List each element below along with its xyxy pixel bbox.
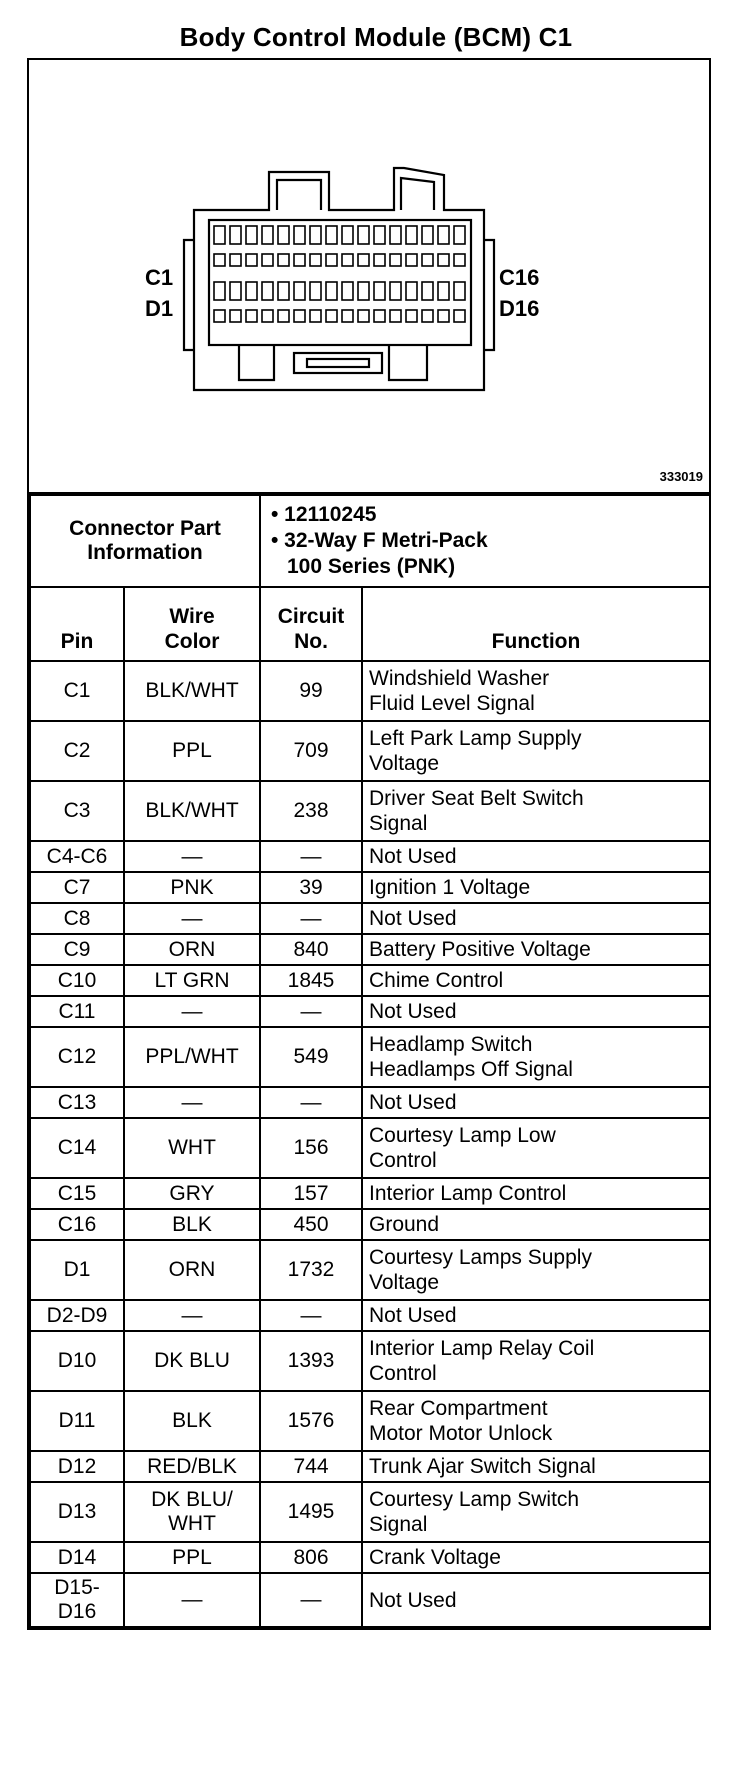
wire-color-cell: — — [124, 1573, 260, 1627]
wire-color-cell: PPL/WHT — [124, 1027, 260, 1087]
pin-cavity — [358, 226, 369, 244]
pin-cavity — [342, 254, 353, 266]
table-row — [30, 1118, 710, 1178]
function-cell: Courtesy Lamp Switch Signal — [362, 1482, 710, 1542]
pin-cavity — [406, 254, 417, 266]
function-cell: Headlamp Switch Headlamps Off Signal — [362, 1027, 710, 1087]
table-row — [30, 1542, 710, 1573]
pin-cell: C11 — [30, 996, 124, 1027]
pin-cell: C4-C6 — [30, 841, 124, 872]
table-row — [30, 1300, 710, 1331]
pin-cavity — [246, 254, 257, 266]
table-row — [30, 1451, 710, 1482]
pin-cavity — [294, 310, 305, 322]
table-row — [30, 1209, 710, 1240]
wire-color-cell: — — [124, 841, 260, 872]
pin-cavity — [310, 226, 321, 244]
pin-cavity — [374, 254, 385, 266]
pin-cavity — [246, 282, 257, 300]
circuit-cell: 1393 — [260, 1331, 362, 1391]
circuit-cell: 39 — [260, 872, 362, 903]
circuit-cell: 840 — [260, 934, 362, 965]
pin-cavity — [278, 226, 289, 244]
function-cell: Ground — [362, 1209, 710, 1240]
pin-grid — [214, 226, 465, 322]
circuit-cell: — — [260, 841, 362, 872]
wire-color-cell: PNK — [124, 872, 260, 903]
pin-cavity — [230, 282, 241, 300]
wire-color-cell: — — [124, 1300, 260, 1331]
circuit-cell: — — [260, 996, 362, 1027]
pin-cavity — [422, 226, 433, 244]
pin-cavity — [214, 282, 225, 300]
function-cell: Not Used — [362, 903, 710, 934]
wire-color-cell: BLK — [124, 1209, 260, 1240]
pin-cavity — [406, 282, 417, 300]
pin-cell: C3 — [30, 781, 124, 841]
pin-cavity — [406, 226, 417, 244]
pin-cavity — [422, 282, 433, 300]
pin-cavity — [438, 282, 449, 300]
pin-cell: C13 — [30, 1087, 124, 1118]
page-title: Body Control Module (BCM) C1 — [179, 22, 573, 52]
figure-number: 333019 — [659, 469, 703, 484]
wire-color-cell: — — [124, 996, 260, 1027]
pin-cell: D12 — [30, 1451, 124, 1482]
pin-cavity — [342, 282, 353, 300]
circuit-cell: 450 — [260, 1209, 362, 1240]
function-cell: Not Used — [362, 996, 710, 1027]
wire-color-cell: PPL — [124, 1542, 260, 1573]
function-cell: Courtesy Lamps Supply Voltage — [362, 1240, 710, 1300]
pin-cavity — [310, 310, 321, 322]
pin-cavity — [454, 310, 465, 322]
table-row — [30, 1331, 710, 1391]
label-c1: C1 — [145, 265, 174, 290]
pin-cavity — [342, 226, 353, 244]
header-function: Function — [362, 587, 710, 661]
function-cell: Driver Seat Belt Switch Signal — [362, 781, 710, 841]
table-row — [30, 1178, 710, 1209]
pin-cell: C8 — [30, 903, 124, 934]
pin-cavity — [214, 310, 225, 322]
circuit-cell: — — [260, 1573, 362, 1627]
function-cell: Ignition 1 Voltage — [362, 872, 710, 903]
pin-cell: C2 — [30, 721, 124, 781]
pin-cell: D1 — [30, 1240, 124, 1300]
pin-cavity — [294, 282, 305, 300]
header-wire-color: Wire Color — [124, 587, 260, 661]
function-cell: Not Used — [362, 841, 710, 872]
function-cell: Interior Lamp Relay Coil Control — [362, 1331, 710, 1391]
table-header — [30, 587, 710, 661]
table-row — [30, 1391, 710, 1451]
pin-cavity — [374, 310, 385, 322]
wire-color-cell: BLK — [124, 1391, 260, 1451]
wire-color-cell: GRY — [124, 1178, 260, 1209]
wire-color-cell: BLK/WHT — [124, 661, 260, 721]
connector-diagram — [29, 60, 709, 494]
pin-cavity — [390, 282, 401, 300]
header-pin: Pin — [30, 587, 124, 661]
table-row — [30, 996, 710, 1027]
function-cell: Battery Positive Voltage — [362, 934, 710, 965]
connector-info-label: Connector Part Information — [30, 495, 260, 587]
circuit-cell: 156 — [260, 1118, 362, 1178]
pin-cavity — [246, 226, 257, 244]
pin-cavity — [214, 226, 225, 244]
circuit-cell: 709 — [260, 721, 362, 781]
pin-cavity — [374, 226, 385, 244]
wire-color-cell: RED/BLK — [124, 1451, 260, 1482]
connector-info-values: • 12110245 • 32-Way F Metri-Pack 100 Series (PNK) — [260, 495, 710, 587]
table-row — [30, 1482, 710, 1542]
pin-cavity — [262, 254, 273, 266]
pin-cavity — [342, 310, 353, 322]
pin-cavity — [278, 282, 289, 300]
pin-cavity — [454, 254, 465, 266]
pin-cavity — [230, 254, 241, 266]
table-row — [30, 721, 710, 781]
pin-cavity — [454, 282, 465, 300]
pin-cavity — [358, 282, 369, 300]
pin-cavity — [310, 254, 321, 266]
pin-cavity — [390, 254, 401, 266]
circuit-cell: 1495 — [260, 1482, 362, 1542]
circuit-cell: — — [260, 1300, 362, 1331]
wire-color-cell: DK BLU — [124, 1331, 260, 1391]
pin-cavity — [422, 310, 433, 322]
circuit-cell: 99 — [260, 661, 362, 721]
pin-cavity — [294, 226, 305, 244]
pin-cavity — [294, 254, 305, 266]
wire-color-cell: LT GRN — [124, 965, 260, 996]
pin-cell: D14 — [30, 1542, 124, 1573]
table-row — [30, 1573, 710, 1627]
wire-color-cell: PPL — [124, 721, 260, 781]
label-d16: D16 — [499, 296, 540, 321]
pin-cavity — [454, 226, 465, 244]
pin-cell: C14 — [30, 1118, 124, 1178]
circuit-cell: 238 — [260, 781, 362, 841]
pinout-rows — [30, 661, 710, 1627]
part-number: • 12110245 — [271, 503, 377, 526]
function-cell: Rear Compartment Motor Motor Unlock — [362, 1391, 710, 1451]
wire-color-cell: ORN — [124, 934, 260, 965]
pin-cavity — [262, 282, 273, 300]
function-cell: Chime Control — [362, 965, 710, 996]
circuit-cell: 1845 — [260, 965, 362, 996]
function-cell: Not Used — [362, 1087, 710, 1118]
wire-color-cell: BLK/WHT — [124, 781, 260, 841]
pin-cavity — [230, 226, 241, 244]
function-cell: Not Used — [362, 1300, 710, 1331]
function-cell: Not Used — [362, 1573, 710, 1627]
pin-cavity — [326, 310, 337, 322]
table-row — [30, 1087, 710, 1118]
pin-cavity — [262, 310, 273, 322]
pin-cavity — [374, 282, 385, 300]
pin-cell: C7 — [30, 872, 124, 903]
circuit-cell: 744 — [260, 1451, 362, 1482]
table-row — [30, 841, 710, 872]
pin-cell: C10 — [30, 965, 124, 996]
pin-cavity — [406, 310, 417, 322]
table-row — [30, 1027, 710, 1087]
table-row — [30, 903, 710, 934]
pin-cavity — [214, 254, 225, 266]
pin-cell: D13 — [30, 1482, 124, 1542]
header-circuit: Circuit No. — [260, 587, 362, 661]
pin-cavity — [422, 254, 433, 266]
pin-cavity — [438, 254, 449, 266]
pin-cell: C9 — [30, 934, 124, 965]
pin-cavity — [390, 226, 401, 244]
function-cell: Windshield Washer Fluid Level Signal — [362, 661, 710, 721]
connector-drawing — [29, 60, 709, 492]
wire-color-cell: DK BLU/ WHT — [124, 1482, 260, 1542]
table-row — [30, 661, 710, 721]
pin-cavity — [310, 282, 321, 300]
pin-cavity — [326, 254, 337, 266]
table-row — [30, 872, 710, 903]
pin-cell: D15-D16 — [30, 1573, 124, 1627]
wire-color-cell: — — [124, 903, 260, 934]
function-cell: Courtesy Lamp Low Control — [362, 1118, 710, 1178]
pinout-table — [29, 494, 711, 1628]
pin-cell: C15 — [30, 1178, 124, 1209]
table-row — [30, 1240, 710, 1300]
function-cell: Crank Voltage — [362, 1542, 710, 1573]
pin-cell: D2-D9 — [30, 1300, 124, 1331]
circuit-cell: 157 — [260, 1178, 362, 1209]
connector-document — [27, 58, 711, 1630]
pin-cell: C1 — [30, 661, 124, 721]
circuit-cell: — — [260, 1087, 362, 1118]
circuit-cell: 1732 — [260, 1240, 362, 1300]
pin-cavity — [438, 310, 449, 322]
table-row — [30, 965, 710, 996]
table-row — [30, 934, 710, 965]
connector-description: • 32-Way F Metri-Pack — [271, 529, 488, 552]
pin-cavity — [246, 310, 257, 322]
pin-cavity — [278, 310, 289, 322]
wire-color-cell: WHT — [124, 1118, 260, 1178]
pin-cell: C12 — [30, 1027, 124, 1087]
function-cell: Left Park Lamp Supply Voltage — [362, 721, 710, 781]
pin-cavity — [358, 254, 369, 266]
pin-cavity — [358, 310, 369, 322]
pin-cell: D10 — [30, 1331, 124, 1391]
function-cell: Trunk Ajar Switch Signal — [362, 1451, 710, 1482]
wire-color-cell: ORN — [124, 1240, 260, 1300]
circuit-cell: 806 — [260, 1542, 362, 1573]
pin-cavity — [326, 282, 337, 300]
table-row — [30, 781, 710, 841]
circuit-cell: 549 — [260, 1027, 362, 1087]
pin-cell: C16 — [30, 1209, 124, 1240]
pin-cavity — [278, 254, 289, 266]
wire-color-cell: — — [124, 1087, 260, 1118]
pin-cavity — [390, 310, 401, 322]
circuit-cell: — — [260, 903, 362, 934]
pin-cavity — [326, 226, 337, 244]
function-cell: Interior Lamp Control — [362, 1178, 710, 1209]
circuit-cell: 1576 — [260, 1391, 362, 1451]
pin-cavity — [230, 310, 241, 322]
pin-cell: D11 — [30, 1391, 124, 1451]
label-d1: D1 — [145, 296, 174, 321]
pin-cavity — [262, 226, 273, 244]
label-c16: C16 — [499, 265, 540, 290]
pin-cavity — [438, 226, 449, 244]
connector-info-row — [30, 495, 710, 587]
